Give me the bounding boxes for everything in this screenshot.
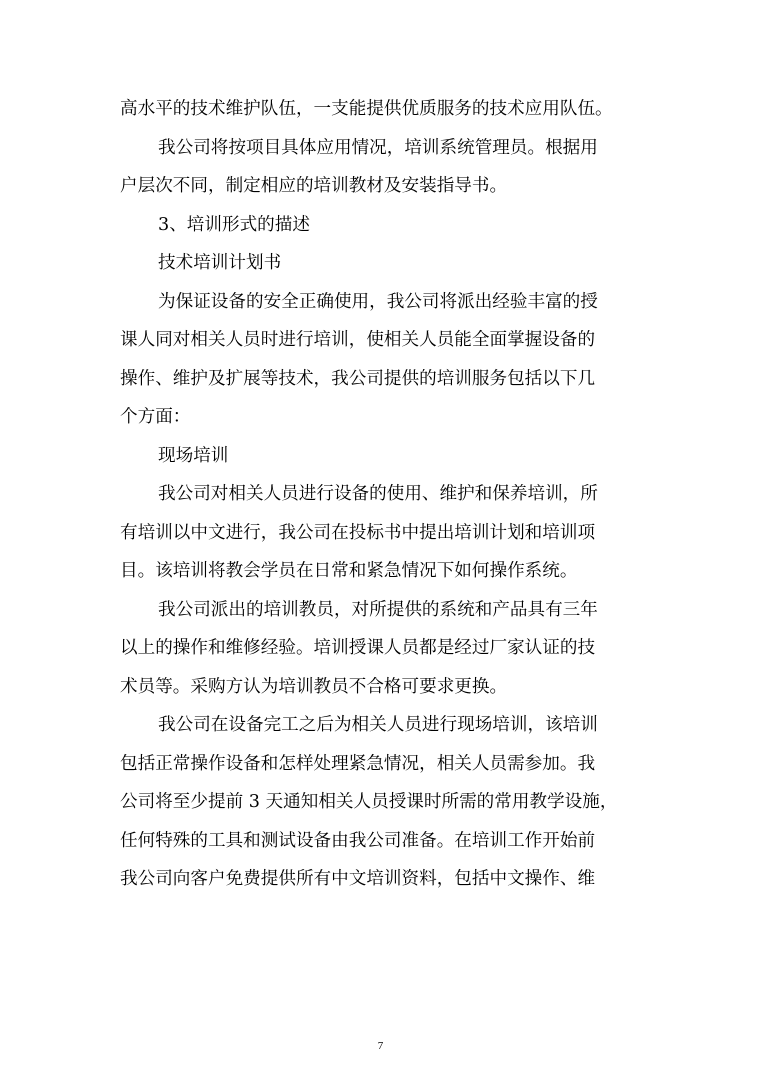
text-line: 我公司派出的培训教员，对所提供的系统和产品具有三年 (158, 599, 598, 620)
body-text (120, 90, 638, 899)
subsection-heading: 技术培训计划书 (158, 253, 282, 273)
text-line: 以上的操作和维修经验。培训授课人员都是经过厂家认证的技 (120, 638, 596, 658)
text-line: 有培训以中文进行，我公司在投标书中提出培训计划和培训项 (120, 522, 596, 543)
subsection-heading: 现场培训 (158, 445, 229, 466)
text-line: 包括正常操作设备和怎样处理紧急情况，相关人员需参加。我 (120, 753, 596, 774)
text-line: 公司将至少提前 3 天通知相关人员授课时所需的常用教学设施， (120, 792, 618, 812)
text-line: 目。该培训将教会学员在日常和紧急情况下如何操作系统。 (120, 561, 578, 581)
text-line: 我公司对相关人员进行设备的使用、维护和保养培训，所 (158, 484, 598, 504)
text-line: 任何特殊的工具和测试设备由我公司准备。在培训工作开始前 (120, 830, 596, 851)
text-line: 课人同对相关人员时进行培训，使相关人员能全面掌握设备的 (120, 330, 596, 350)
text-line: 个方面： (120, 407, 191, 427)
text-line: 为保证设备的安全正确使用，我公司将派出经验丰富的授 (158, 291, 598, 312)
text-line: 高水平的技术维护队伍，一支能提供优质服务的技术应用队伍。 (120, 99, 613, 119)
text-line: 户层次不同，制定相应的培训教材及安装指导书。 (120, 176, 508, 196)
page-number: 7 (377, 1040, 384, 1052)
text-line: 我公司在设备完工之后为相关人员进行现场培训，该培训 (158, 715, 598, 735)
text-line: 操作、维护及扩展等技术，我公司提供的培训服务包括以下几 (120, 368, 596, 389)
text-line: 我公司将按项目具体应用情况，培训系统管理员。根据用 (158, 137, 598, 158)
text-line: 我公司向客户免费提供所有中文培训资料，包括中文操作、维 (120, 869, 596, 889)
section-heading: 3、培训形式的描述 (158, 214, 310, 235)
text-line: 术员等。采购方认为培训教员不合格可要求更换。 (120, 676, 508, 697)
